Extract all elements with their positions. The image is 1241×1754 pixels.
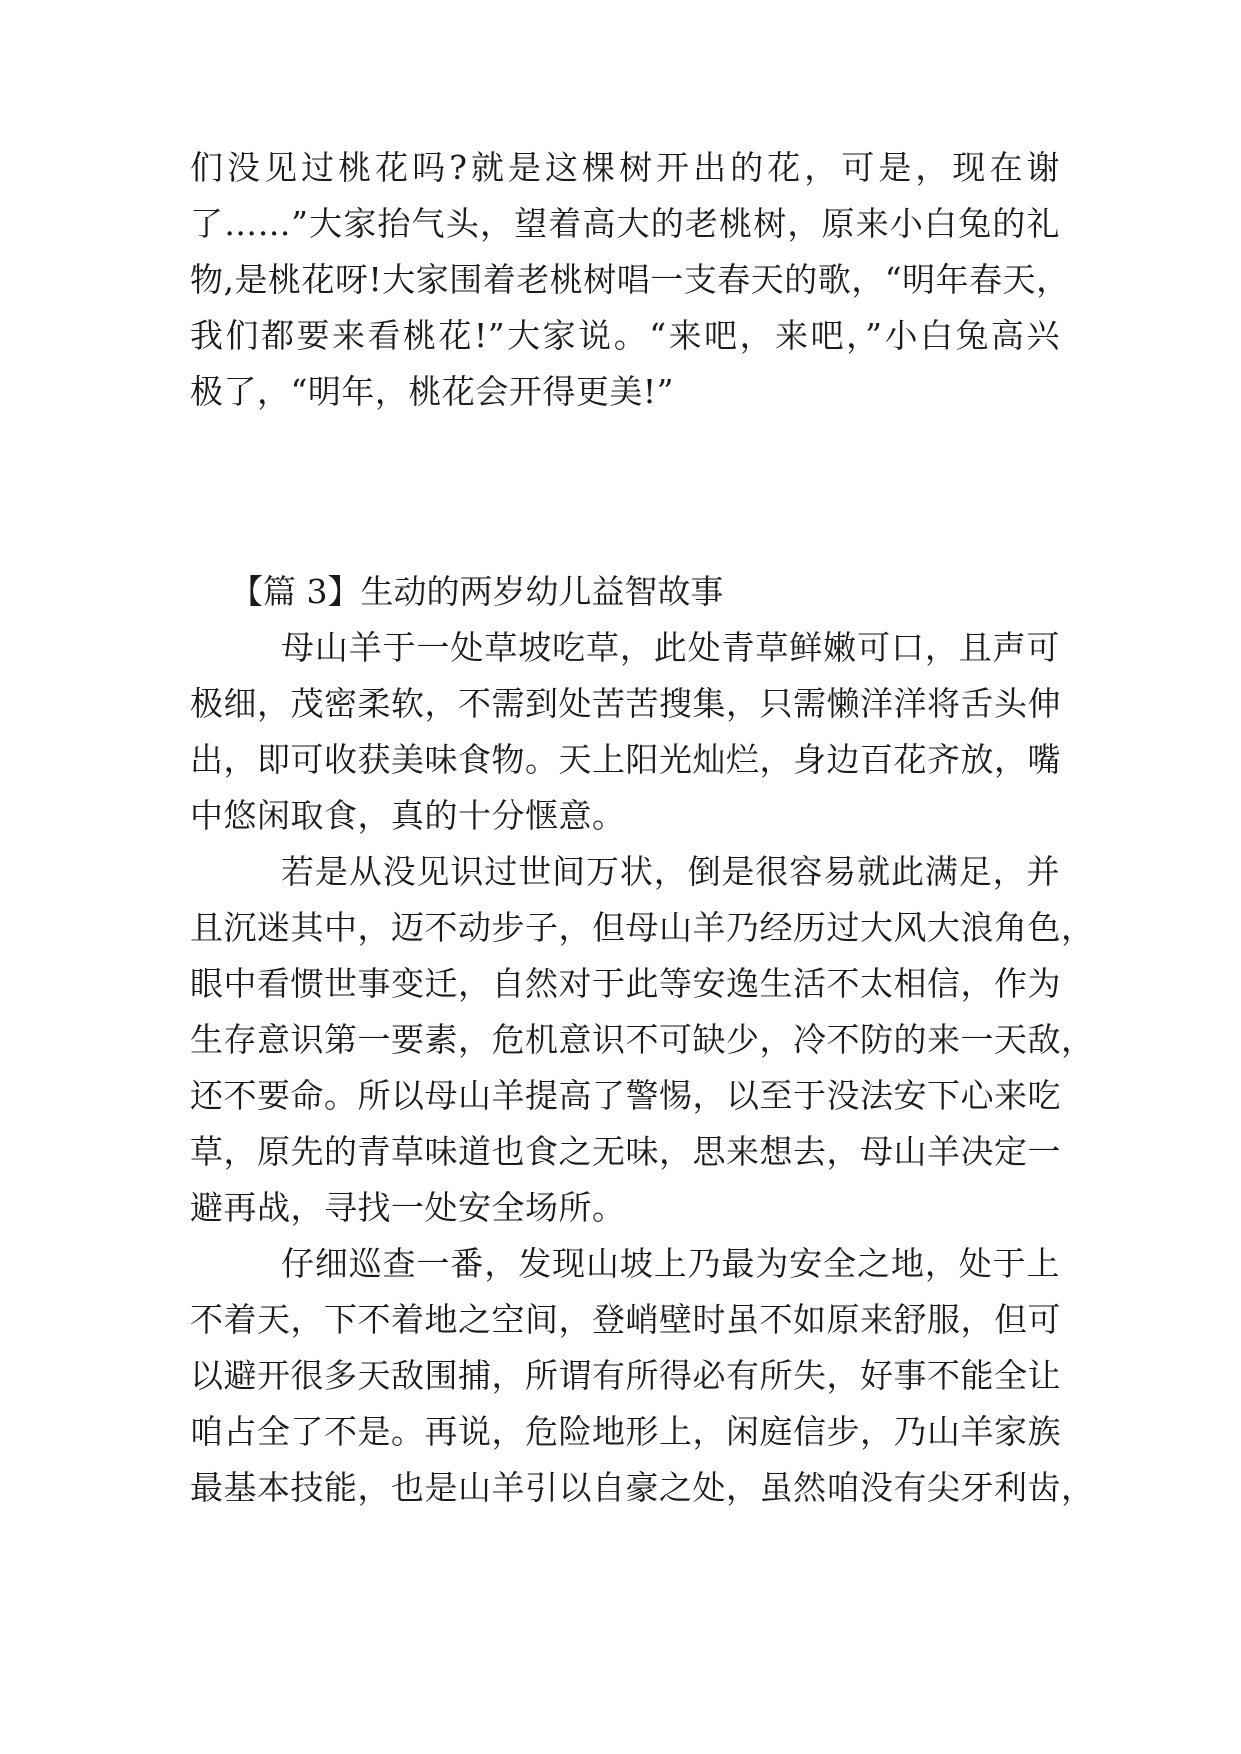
text-line: 母山羊于一处草坡吃草，此处青草鲜嫩可口，且声可 [190,628,1060,667]
text-line: 生存意识第一要素，危机意识不可缺少，冷不防的来一天敌， [190,1020,1095,1059]
text-line: 且沉迷其中，迈不动步子，但母山羊乃经历过大风大浪角色， [190,908,1095,947]
text-line: 以避开很多天敌围捕，所谓有所得必有所失，好事不能全让 [190,1356,1061,1395]
text-line: 草，原先的青草味道也食之无味，思来想去，母山羊决定一 [190,1132,1061,1171]
text-line: 出，即可收获美味食物。天上阳光灿烂，身边百花齐放，嘴 [190,740,1061,779]
text-line: 最基本技能，也是山羊引以自豪之处，虽然咱没有尖牙利齿， [190,1468,1095,1507]
text-line: 咱占全了不是。再说，危险地形上，闲庭信步，乃山羊家族 [190,1412,1061,1451]
text-line: 避再战，寻找一处安全场所。 [190,1188,626,1227]
text-line: 我们都要来看桃花!”大家说。“来吧，来吧，”小白兔高兴 [190,316,1060,355]
text-line: 们没见过桃花吗?就是这棵树开出的花，可是，现在谢 [190,148,1060,187]
text-line: 了……”大家抬气头，望着高大的老桃树，原来小白兔的礼 [190,204,1060,243]
text-line: 若是从没见识过世间万状，倒是很容易就此满足，并 [190,852,1060,891]
text-line: 还不要命。所以母山羊提高了警惕，以至于没法安下心来吃 [190,1076,1061,1115]
text-line: 中悠闲取食，真的十分惬意。 [190,796,626,835]
text-line: 极细，茂密柔软，不需到处苦苦搜集，只需懒洋洋将舌头伸 [190,684,1061,723]
section-title: 【篇 3】生动的两岁幼儿益智故事 [230,572,724,611]
text-line: 眼中看惯世事变迁，自然对于此等安逸生活不太相信，作为 [190,964,1061,1003]
text-line: 仔细巡查一番，发现山坡上乃最为安全之地，处于上 [190,1244,1060,1283]
text-line: 物,是桃花呀!大家围着老桃树唱一支春天的歌，“明年春天， [190,260,1070,299]
text-line: 不着天，下不着地之空间，登峭壁时虽不如原来舒服，但可 [190,1300,1061,1339]
text-line: 极了，“明年，桃花会开得更美!” [190,372,675,411]
